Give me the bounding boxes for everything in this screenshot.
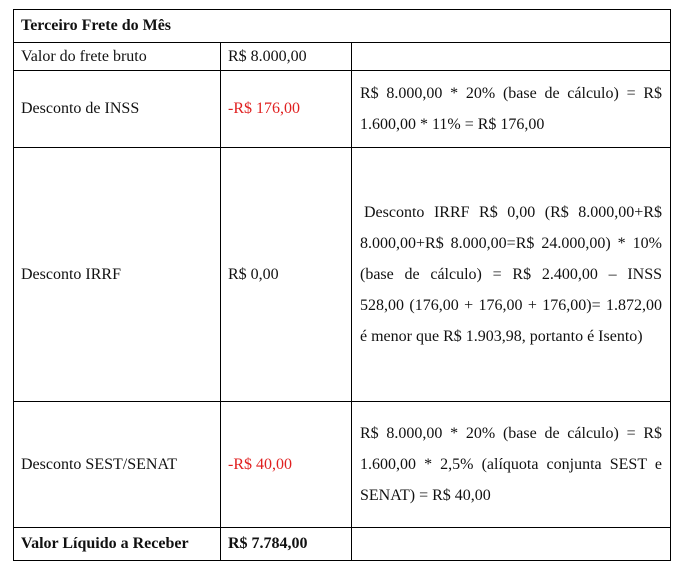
table-row — [14, 148, 671, 402]
row-value: -R$ 40,00 — [221, 402, 352, 528]
table-row — [14, 43, 671, 71]
row-label: Desconto IRRF — [14, 148, 221, 402]
row-value: R$ 8.000,00 — [221, 43, 352, 71]
row-label: Desconto SEST/SENAT — [14, 402, 221, 528]
table-row — [14, 402, 671, 528]
freight-table — [13, 9, 671, 561]
row-label: Valor do frete bruto — [14, 43, 221, 71]
table-total-row — [14, 528, 671, 561]
row-label: Desconto de INSS — [14, 71, 221, 148]
table-row — [14, 71, 671, 148]
row-label: Valor Líquido a Receber — [14, 528, 221, 561]
row-value: R$ 7.784,00 — [221, 528, 352, 561]
table-title-row — [14, 10, 671, 43]
row-note: R$ 8.000,00 * 20% (base de cálculo) = R$ 1.600,00 * 2,5% (alíquota conjunta SEST e SENAT) = R$ 40,00 — [352, 402, 671, 528]
row-note — [352, 43, 671, 71]
row-value: -R$ 176,00 — [221, 71, 352, 148]
row-note — [352, 528, 671, 561]
table-title: Terceiro Frete do Mês — [14, 10, 671, 43]
row-value: R$ 0,00 — [221, 148, 352, 402]
row-note: Desconto IRRF R$ 0,00 (R$ 8.000,00+R$ 8.000,00+R$ 8.000,00=R$ 24.000,00) * 10% (base de cálculo) = R$ 2.400,00 – INSS 528,00 (176,00 + 176,00 + 176,00)= 1.872,00 é menor que R$ 1.903,98, portanto é Isento) — [352, 148, 671, 402]
row-note: R$ 8.000,00 * 20% (base de cálculo) = R$ 1.600,00 * 11% = R$ 176,00 — [352, 71, 671, 148]
